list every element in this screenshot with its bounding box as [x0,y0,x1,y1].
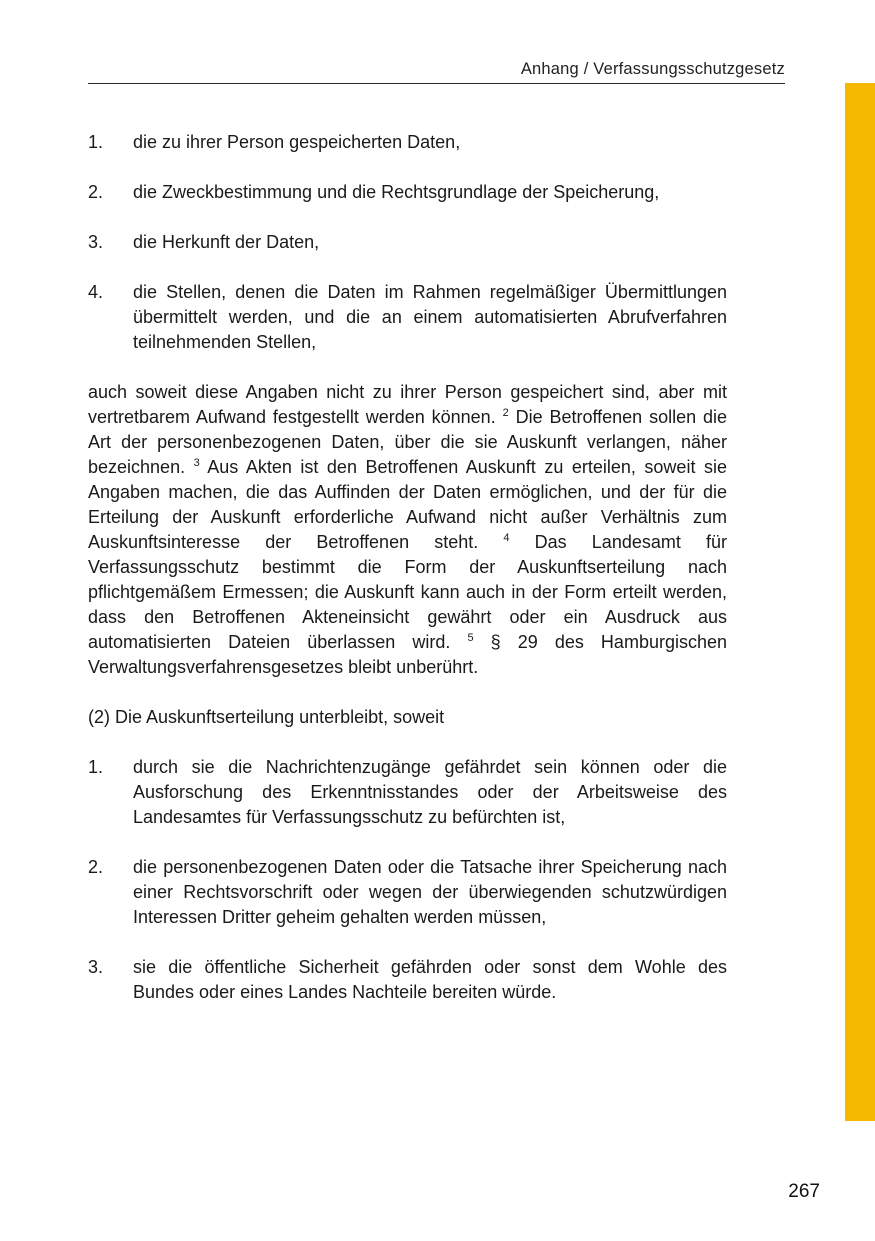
list-item [88,955,727,1005]
sentence-5: § 29 des Hamburgischen Verwaltungsverfahrensgesetzes bleibt unberührt. [88,632,727,677]
refusal-grounds-list [88,755,727,1005]
list-item [88,230,727,255]
list-item-text: sie die öffentliche Sicherheit gefährden oder sonst dem Wohle des Bundes oder eines Landes Nachteile bereiten würde. [133,957,727,1002]
list-item-number: 3. [88,232,104,252]
document-body [88,130,727,1005]
list-item [88,855,727,930]
list-item-text: die Stellen, denen die Daten im Rahmen regelmäßiger Übermittlungen übermittelt werden, und die an einem automatisierten Abrufverfahren teilnehmenden Stellen, [133,282,727,352]
list-item [88,280,727,355]
list-item-number: 2. [88,857,104,877]
information-items-list [88,130,727,355]
chapter-thumb-tab [845,83,875,1121]
list-item-text: die zu ihrer Person gespeicherten Daten, [133,132,461,152]
list-item-number: 4. [88,282,104,302]
sentence-number-2: 2 [502,407,509,419]
list-item-number: 1. [88,757,104,777]
list-item-number: 2. [88,182,104,202]
list-item-number: 3. [88,957,104,977]
list-item [88,755,727,830]
list-item-number: 1. [88,132,104,152]
page-number: 267 [788,1181,820,1202]
sentence-number-3: 3 [193,457,200,469]
sentence-1: auch soweit diese Angaben nicht zu ihrer Person gespeichert sind, aber mit vertretbarem Aufwand festgestellt werden können. [88,382,727,427]
sentence-3: Aus Akten ist den Betroffenen Auskunft zu erteilen, soweit sie Angaben machen, die das Auffinden der Daten ermöglichen, und der für die Erteilung der Auskunft erforderliche Aufwand nicht außer Verhältnis zum Auskunftsinteresse der Betroffenen steht. [88,457,727,552]
sentence-number-5: 5 [467,632,474,644]
running-header-title: Anhang / Verfassungsschutzgesetz [520,60,785,78]
list-item [88,180,727,205]
list-item [88,130,727,155]
sentence-number-4: 4 [503,532,510,544]
list-item-text: die personenbezogenen Daten oder die Tatsache ihrer Speicherung nach einer Rechtsvorschrift oder wegen der überwiegenden schutzwürdigen Interessen Dritter geheim gehalten werden müssen, [133,857,727,927]
running-header [88,59,785,84]
sentence-2: Die Betroffenen sollen die Art der personenbezogenen Daten, über die sie Auskunft verlangen, näher bezeichnen. [88,407,727,477]
sentence-4: Das Landesamt für Verfassungsschutz bestimmt die Form der Auskunftserteilung nach pflichtgemäßem Ermessen; die Auskunft kann auch in der Form erteilt werden, dass den Betroffenen Akteneinsicht gewährt oder ein Ausdruck aus automatisierten Dateien überlassen wird. [88,532,727,652]
list-item-text: die Zweckbestimmung und die Rechtsgrundlage der Speicherung, [133,182,660,202]
section-2-intro: (2) Die Auskunftserteilung unterbleibt, soweit [88,707,445,727]
list-item-text: die Herkunft der Daten, [133,232,320,252]
continuation-paragraph [88,380,727,680]
list-item-text: durch sie die Nachrichtenzugänge gefährdet sein können oder die Ausforschung des Erkenntnisstandes oder der Arbeitsweise des Landesamtes für Verfassungsschutz zu befürchten ist, [133,757,727,827]
